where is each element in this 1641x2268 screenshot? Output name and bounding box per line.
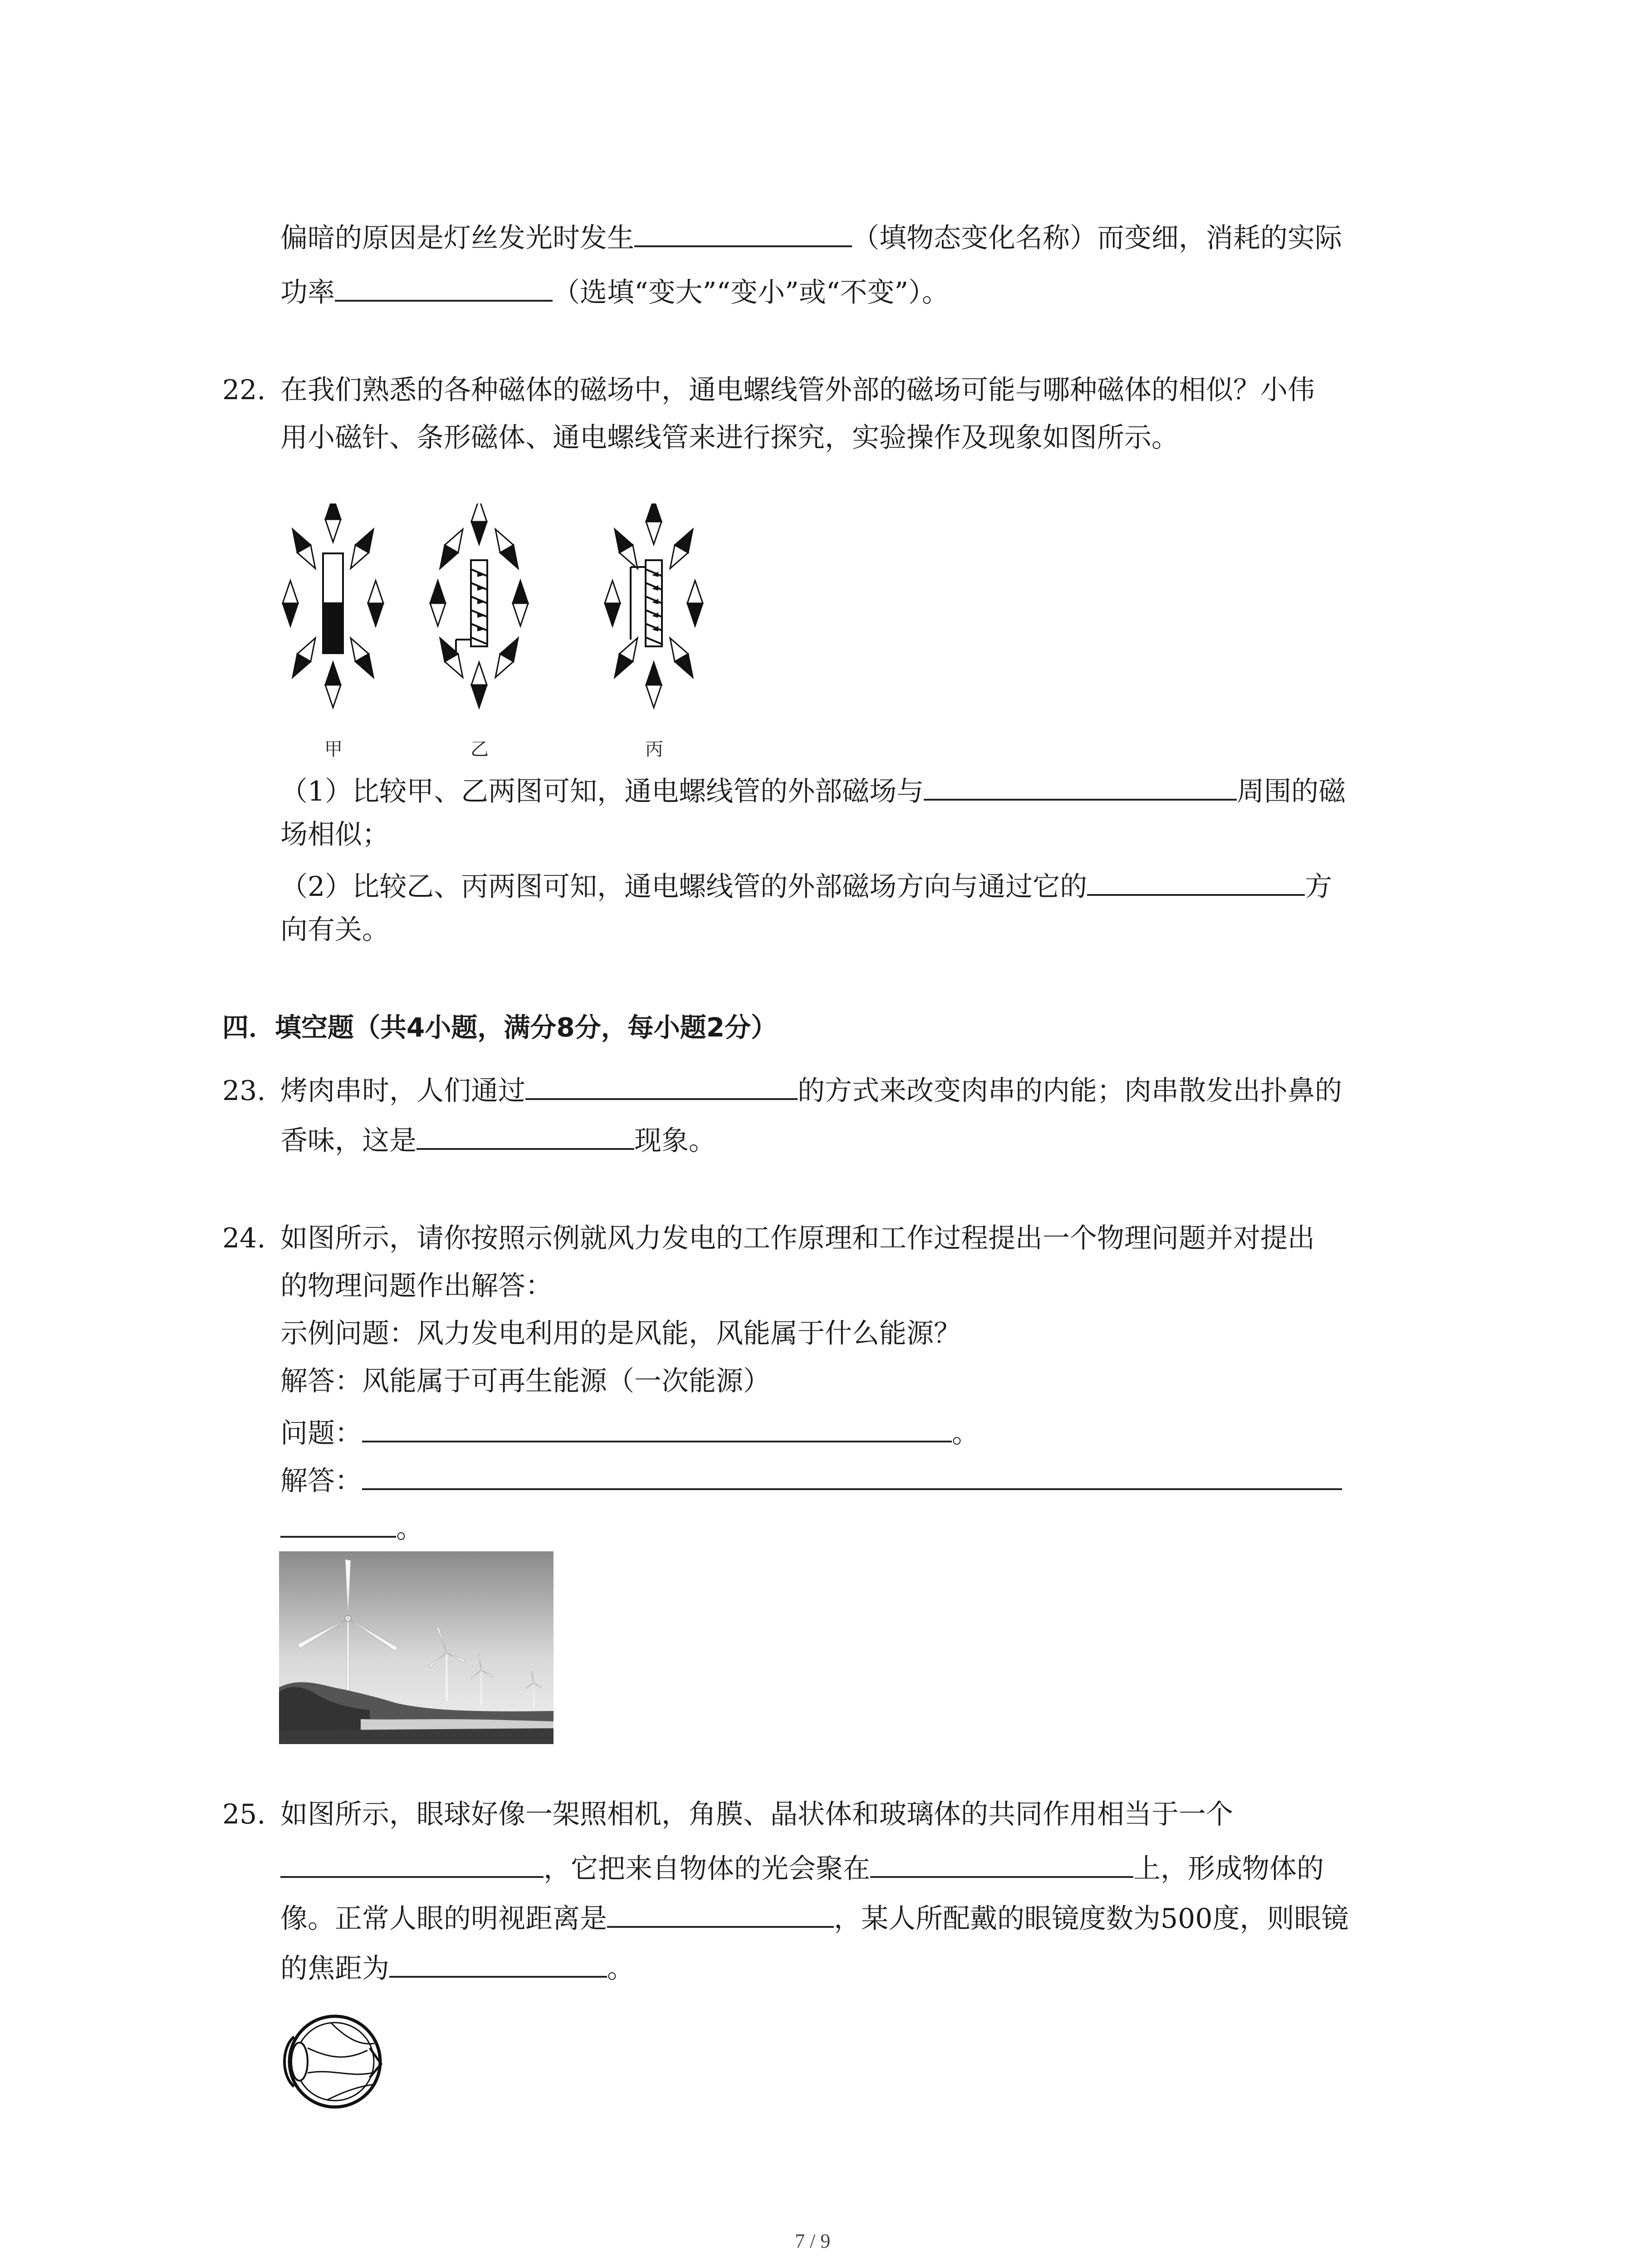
q24-answer-period: 。 <box>396 1513 423 1545</box>
q21-text-1a: 偏暗的原因是灯丝发光时发生 <box>280 222 634 254</box>
figure-label-yi: 乙 <box>470 739 489 760</box>
q25-text-4a: 的焦距为 <box>280 1953 389 1984</box>
q23-blank-1[interactable] <box>525 1068 798 1100</box>
q22-sub1-text-a: （1）比较甲、乙两图可知，通电螺线管的外部磁场与 <box>280 776 924 807</box>
q25-line-2 <box>280 1846 1324 1887</box>
q25-text-4b: 。 <box>607 1953 634 1984</box>
q24-question-blank[interactable] <box>362 1411 952 1442</box>
q24-question-label: 问题： <box>280 1418 362 1449</box>
q24-example-question: 示例问题：风力发电利用的是风能，风能属于什么能源？ <box>280 1318 961 1349</box>
q22-sub1-line-2 <box>280 816 389 853</box>
q25-text-2a: ，它把来自物体的光会聚在 <box>544 1853 870 1885</box>
q23-line-2 <box>280 1118 716 1159</box>
wind-turbine-photo <box>279 1551 554 1744</box>
q22-number: 22. <box>222 374 266 406</box>
eyeball-illustration <box>277 2005 386 2118</box>
q22-sub2-text-b: 方 <box>1305 871 1332 903</box>
q25-line-4 <box>280 1946 634 1987</box>
q21-text-2a: 功率 <box>280 277 335 308</box>
q25-line-1 <box>222 1796 1233 1833</box>
q24-answer-line <box>280 1458 1342 1499</box>
q25-text-1: 如图所示，眼球好像一架照相机，角膜、晶状体和玻璃体的共同作用相当于一个 <box>280 1799 1233 1830</box>
q22-sub2-text-a: （2）比较乙、丙两图可知，通电螺线管的外部磁场方向与通过它的 <box>280 871 1087 903</box>
q21-blank-1[interactable] <box>634 215 852 247</box>
q22-sub2-text-c: 向有关。 <box>280 914 389 946</box>
q25-blank-1[interactable] <box>280 1846 544 1878</box>
q24-question-period: 。 <box>952 1418 979 1449</box>
q22-sub2-line-1 <box>280 864 1332 905</box>
q23-text-1b: 的方式来改变肉串的内能；肉串散发出扑鼻的 <box>798 1075 1342 1107</box>
q22-sub2-blank[interactable] <box>1087 864 1305 896</box>
q24-example-answer: 解答：风能属于可再生能源（一次能源） <box>280 1365 770 1397</box>
q22-line-2 <box>280 420 1179 456</box>
q24-text-1: 如图所示，请你按照示例就风力发电的工作原理和工作过程提出一个物理问题并对提出 <box>280 1222 1315 1254</box>
q22-text-2: 用小磁针、条形磁体、通电螺线管来进行探究，实验操作及现象如图所示。 <box>280 422 1179 454</box>
figure-label-bing: 丙 <box>645 739 663 760</box>
q21-text-1b: （填物态变化名称）而变细，消耗的实际 <box>852 222 1342 254</box>
q24-line-1 <box>222 1220 1315 1256</box>
q23-blank-2[interactable] <box>416 1118 634 1150</box>
q21-blank-2[interactable] <box>335 270 553 302</box>
q25-text-2b: 上，形成物体的 <box>1133 1853 1324 1885</box>
q21-line-1 <box>280 215 1342 256</box>
q24-answer-blank-2[interactable] <box>280 1506 396 1538</box>
q23-text-2b: 现象。 <box>634 1125 716 1157</box>
q24-answer-blank[interactable] <box>362 1458 1342 1490</box>
q23-number: 23. <box>222 1075 266 1107</box>
q21-line-2 <box>280 270 949 311</box>
q25-text-3a: 像。正常人眼的明视距离是 <box>280 1903 607 1935</box>
q22-sub2-line-2 <box>280 912 389 948</box>
q25-line-3 <box>280 1896 1349 1937</box>
q24-text-2: 的物理问题作出解答： <box>280 1270 553 1302</box>
magnet-experiment-figure <box>272 503 726 739</box>
figure-label-jia: 甲 <box>324 739 343 760</box>
q25-blank-2[interactable] <box>870 1846 1133 1878</box>
q24-answer-label: 解答： <box>280 1465 362 1497</box>
q24-answer-line-2 <box>280 1506 423 1547</box>
q22-sub1-blank[interactable] <box>924 769 1237 801</box>
q22-sub1-text-b: 周围的磁 <box>1237 776 1346 807</box>
q22-sub1-line-1 <box>280 769 1346 810</box>
figure-yi <box>430 503 528 708</box>
q23-line-1 <box>222 1068 1342 1109</box>
q22-sub1-text-c: 场相似； <box>280 819 389 850</box>
q24-line-2 <box>280 1268 553 1304</box>
section4-heading: 四．填空题（共4小题，满分8分，每小题2分） <box>222 1012 778 1043</box>
figure-jia <box>283 503 383 708</box>
figure-bing <box>605 503 703 708</box>
q22-line-1 <box>222 372 1315 408</box>
q25-number: 25. <box>222 1799 266 1830</box>
q25-blank-4[interactable] <box>389 1946 607 1978</box>
page-number: 7 / 9 <box>795 2230 831 2252</box>
q21-text-2b: （选填“变大”“变小”或“不变”）。 <box>553 277 950 308</box>
q24-question-line <box>280 1411 979 1452</box>
q23-text-1a: 烤肉串时，人们通过 <box>280 1075 525 1107</box>
q23-text-2a: 香味，这是 <box>280 1125 416 1157</box>
q25-blank-3[interactable] <box>607 1896 834 1928</box>
q25-text-3b: ，某人所配戴的眼镜度数为500度，则眼镜 <box>834 1903 1349 1935</box>
q24-number: 24. <box>222 1222 266 1254</box>
q22-text-1: 在我们熟悉的各种磁体的磁场中，通电螺线管外部的磁场可能与哪种磁体的相似？小伟 <box>280 374 1315 406</box>
